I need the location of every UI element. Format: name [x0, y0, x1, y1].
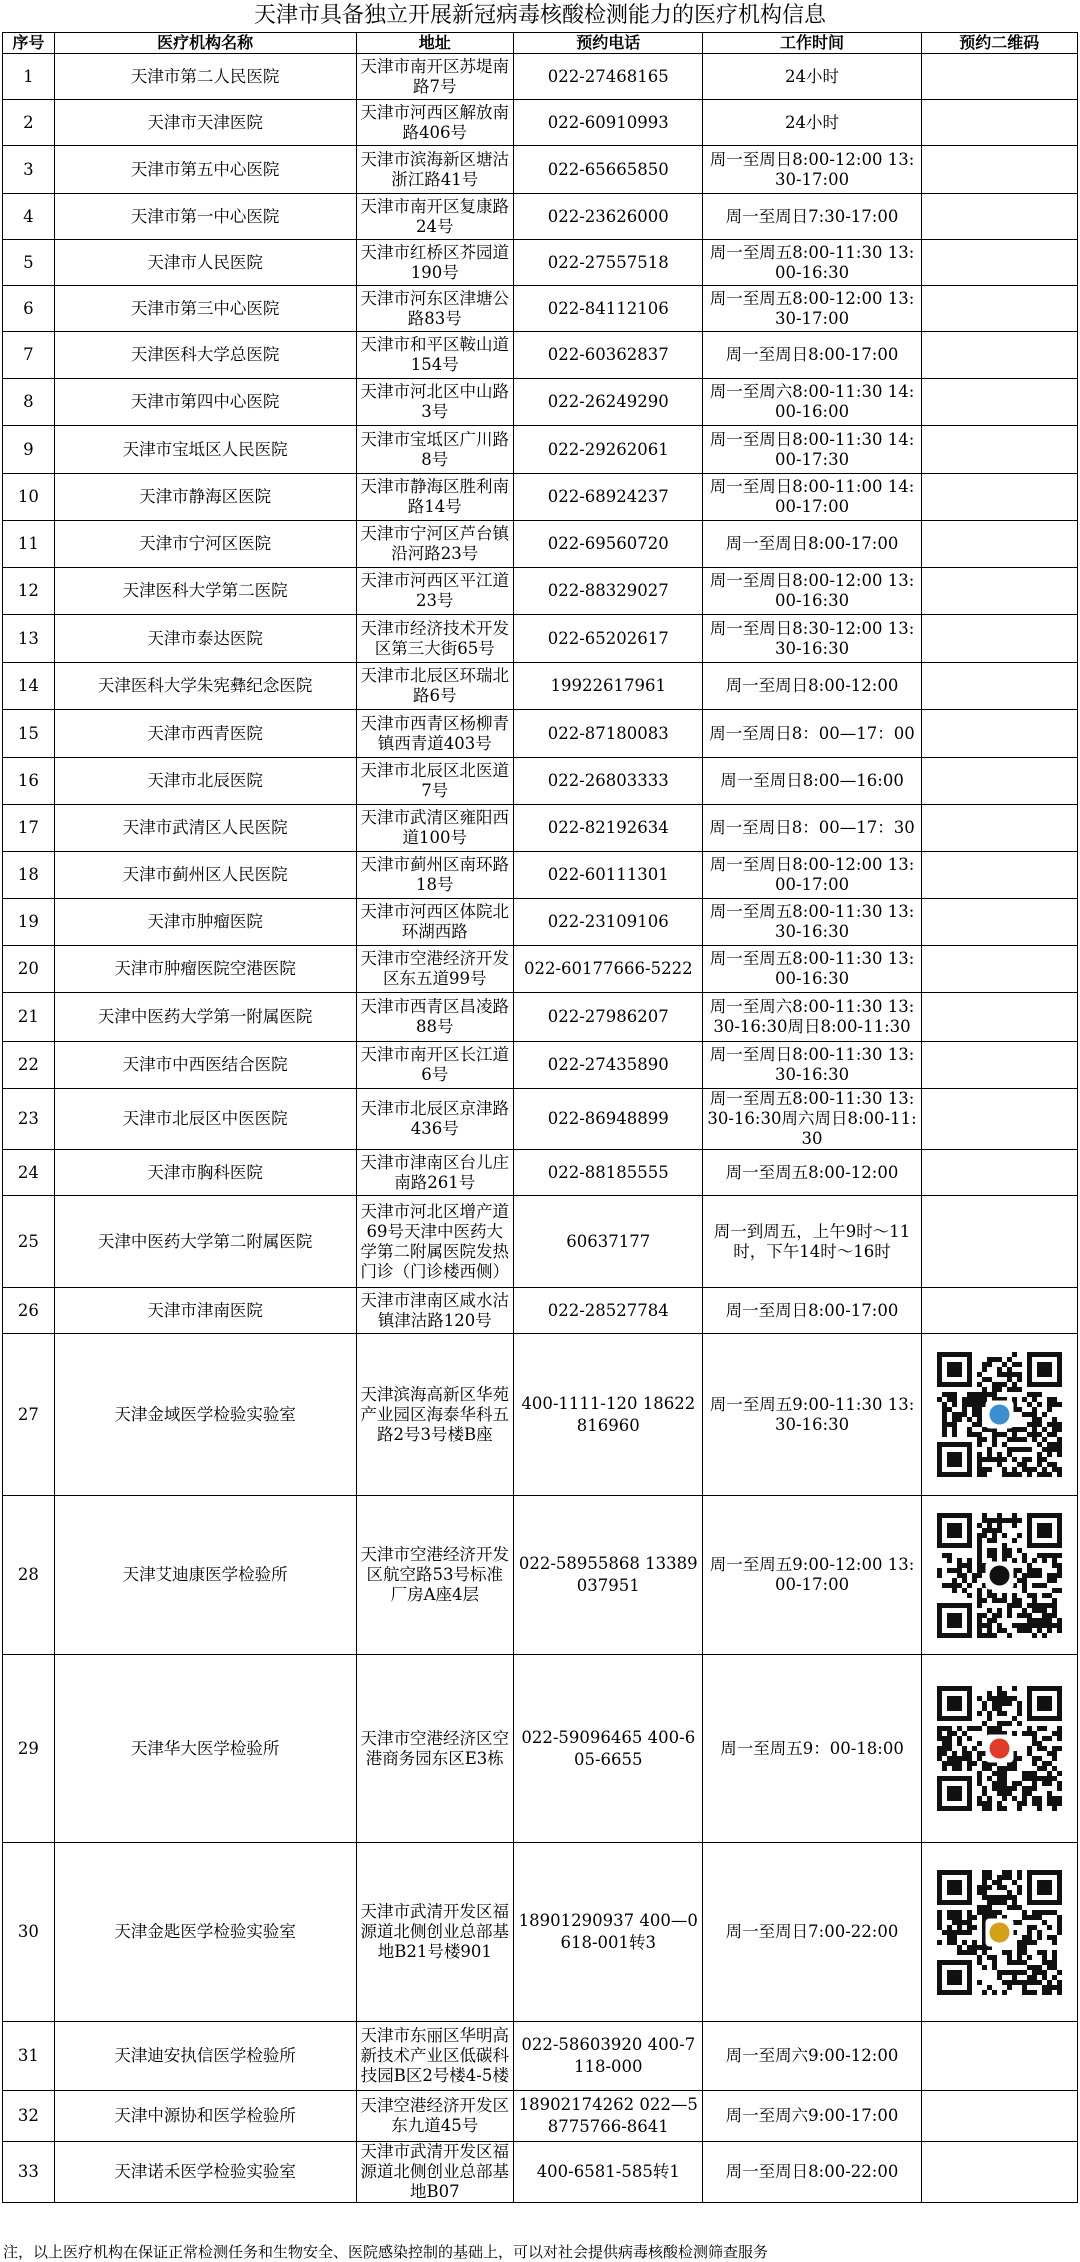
- table-row: [3, 2091, 1078, 2142]
- cell-qr: [921, 2142, 1077, 2203]
- cell-hours: 周一至周日8:00-17:00: [703, 332, 921, 379]
- cell-name: 天津市蓟州区人民医院: [54, 852, 356, 899]
- table-row: [3, 899, 1078, 946]
- cell-qr: [921, 1150, 1077, 1196]
- cell-address: 天津市滨海新区塘沽浙江路41号: [356, 146, 514, 194]
- table-row: [3, 946, 1078, 993]
- cell-qr: [921, 899, 1077, 946]
- cell-hours: 周一至周五8:00-11:30 13:30-16:30: [703, 899, 921, 946]
- cell-name: 天津市宝坻区人民医院: [54, 426, 356, 474]
- cell-hours: 24小时: [703, 100, 921, 146]
- cell-address: 天津市北辰区环瑞北路6号: [356, 663, 514, 710]
- cell-name: 天津市人民医院: [54, 240, 356, 286]
- cell-phone: 022-82192634: [514, 805, 703, 852]
- cell-hours: 周一至周日8:00—16:00: [703, 758, 921, 805]
- cell-address: 天津市空港经济区空港商务园东区E3栋: [356, 1655, 514, 1843]
- cell-qr: [921, 663, 1077, 710]
- table-row: [3, 474, 1078, 521]
- cell-phone: 022-58955868 13389037951: [514, 1496, 703, 1655]
- institution-table: [2, 32, 1078, 2203]
- cell-name: 天津中源协和医学检验所: [54, 2091, 356, 2142]
- cell-hours: 周一至周日8：00—17：30: [703, 805, 921, 852]
- cell-qr: [921, 474, 1077, 521]
- table-row: [3, 2142, 1078, 2203]
- table-body: [3, 54, 1078, 2203]
- cell-phone: 022-29262061: [514, 426, 703, 474]
- table-row: [3, 54, 1078, 100]
- cell-name: 天津市西青医院: [54, 710, 356, 758]
- cell-phone: 022-60111301: [514, 852, 703, 899]
- cell-name: 天津市武清区人民医院: [54, 805, 356, 852]
- cell-phone: 022-65202617: [514, 615, 703, 663]
- cell-qr: [921, 1496, 1077, 1655]
- header-phone: 预约电话: [514, 33, 703, 54]
- cell-phone: 400-1111-120 18622816960: [514, 1334, 703, 1496]
- cell-name: 天津中医药大学第一附属医院: [54, 993, 356, 1042]
- cell-name: 天津市北辰区中医医院: [54, 1089, 356, 1150]
- cell-phone: 18902174262 022—58775766-8641: [514, 2091, 703, 2142]
- table-row: [3, 1843, 1078, 2022]
- cell-address: 天津市武清区雍阳西道100号: [356, 805, 514, 852]
- cell-hours: 24小时: [703, 54, 921, 100]
- cell-qr: [921, 286, 1077, 332]
- cell-qr: [921, 946, 1077, 993]
- qr-code-icon[interactable]: [925, 1686, 1074, 1811]
- table-row: [3, 1334, 1078, 1496]
- table-row: [3, 710, 1078, 758]
- cell-address: 天津市河东区津塘公路83号: [356, 286, 514, 332]
- cell-address: 天津市空港经济开发区东五道99号: [356, 946, 514, 993]
- cell-phone: 022-23109106: [514, 899, 703, 946]
- cell-name: 天津市第二人民医院: [54, 54, 356, 100]
- cell-hours: 周一至周日7:00-22:00: [703, 1843, 921, 2022]
- cell-hours: 周一至周日8:00-12:00 13:30-17:00: [703, 146, 921, 194]
- cell-phone: 022-60910993: [514, 100, 703, 146]
- cell-no: 26: [3, 1288, 55, 1334]
- cell-address: 天津市西青区昌凌路88号: [356, 993, 514, 1042]
- cell-qr: [921, 146, 1077, 194]
- cell-no: 24: [3, 1150, 55, 1196]
- table-row: [3, 240, 1078, 286]
- cell-name: 天津艾迪康医学检验所: [54, 1496, 356, 1655]
- cell-address: 天津市空港经济开发区航空路53号标准厂房A座4层: [356, 1496, 514, 1655]
- footnote: 注，以上医疗机构在保证正常检测任务和生物安全、医院感染控制的基础上，可以对社会提供病毒核酸检测筛查服务: [3, 2243, 769, 2261]
- cell-address: 天津滨海高新区华苑产业园区海泰华科五路2号3号楼B座: [356, 1334, 514, 1496]
- cell-name: 天津医科大学第二医院: [54, 568, 356, 615]
- cell-phone: 022-27986207: [514, 993, 703, 1042]
- cell-hours: 周一至周日8:00-12:00 13:00-16:30: [703, 568, 921, 615]
- cell-phone: 022-28527784: [514, 1288, 703, 1334]
- cell-hours: 周一至周日7:30-17:00: [703, 194, 921, 240]
- cell-name: 天津市肿瘤医院空港医院: [54, 946, 356, 993]
- cell-address: 天津市武清开发区福源道北侧创业总部基地B21号楼901: [356, 1843, 514, 2022]
- cell-qr: [921, 568, 1077, 615]
- cell-no: 25: [3, 1196, 55, 1288]
- cell-address: 天津市南开区复康路24号: [356, 194, 514, 240]
- cell-qr: [921, 1288, 1077, 1334]
- cell-address: 天津市南开区苏堤南路7号: [356, 54, 514, 100]
- cell-address: 天津市南开区长江道6号: [356, 1042, 514, 1089]
- cell-qr: [921, 426, 1077, 474]
- cell-phone: 18901290937 400—0618-001转3: [514, 1843, 703, 2022]
- cell-phone: 022-65665850: [514, 146, 703, 194]
- cell-address: 天津市河北区中山路3号: [356, 379, 514, 426]
- qr-code-icon[interactable]: [925, 1352, 1074, 1477]
- cell-hours: 周一至周五8:00-11:30 13:00-16:30: [703, 946, 921, 993]
- cell-address: 天津市北辰区京津路436号: [356, 1089, 514, 1150]
- table-row: [3, 852, 1078, 899]
- cell-no: 20: [3, 946, 55, 993]
- cell-no: 27: [3, 1334, 55, 1496]
- cell-no: 33: [3, 2142, 55, 2203]
- cell-address: 天津市宁河区芦台镇沿河路23号: [356, 521, 514, 568]
- cell-no: 6: [3, 286, 55, 332]
- cell-name: 天津市津南医院: [54, 1288, 356, 1334]
- cell-address: 天津市静海区胜利南路14号: [356, 474, 514, 521]
- cell-address: 天津市河西区体院北环湖西路: [356, 899, 514, 946]
- table-row: [3, 1655, 1078, 1843]
- table-row: [3, 1496, 1078, 1655]
- cell-no: 23: [3, 1089, 55, 1150]
- table-row: [3, 2022, 1078, 2091]
- cell-no: 17: [3, 805, 55, 852]
- cell-phone: 022-27468165: [514, 54, 703, 100]
- cell-hours: 周一至周日8：00—17：00: [703, 710, 921, 758]
- cell-name: 天津市肿瘤医院: [54, 899, 356, 946]
- cell-name: 天津市第四中心医院: [54, 379, 356, 426]
- cell-phone: 022-27435890: [514, 1042, 703, 1089]
- cell-no: 21: [3, 993, 55, 1042]
- cell-hours: 周一至周六9:00-17:00: [703, 2091, 921, 2142]
- cell-qr: [921, 1196, 1077, 1288]
- cell-qr: [921, 710, 1077, 758]
- cell-name: 天津中医药大学第二附属医院: [54, 1196, 356, 1288]
- cell-phone: 022-87180083: [514, 710, 703, 758]
- cell-phone: 022-86948899: [514, 1089, 703, 1150]
- cell-name: 天津市泰达医院: [54, 615, 356, 663]
- cell-hours: 周一至周日8:00-22:00: [703, 2142, 921, 2203]
- cell-no: 10: [3, 474, 55, 521]
- cell-name: 天津市第五中心医院: [54, 146, 356, 194]
- table-row: [3, 286, 1078, 332]
- cell-qr: [921, 1334, 1077, 1496]
- cell-no: 5: [3, 240, 55, 286]
- cell-qr: [921, 758, 1077, 805]
- cell-hours: 周一至周五8:00-12:00 13:30-17:00: [703, 286, 921, 332]
- cell-qr: [921, 240, 1077, 286]
- cell-address: 天津市河北区增产道69号天津中医药大学第二附属医院发热门诊（门诊楼西侧）: [356, 1196, 514, 1288]
- cell-no: 9: [3, 426, 55, 474]
- cell-qr: [921, 805, 1077, 852]
- cell-no: 29: [3, 1655, 55, 1843]
- cell-no: 3: [3, 146, 55, 194]
- cell-qr: [921, 194, 1077, 240]
- cell-qr: [921, 993, 1077, 1042]
- table-row: [3, 1089, 1078, 1150]
- cell-address: 天津市西青区杨柳青镇西青道403号: [356, 710, 514, 758]
- cell-hours: 周一至周日8:00-11:30 13:30-16:30: [703, 1042, 921, 1089]
- cell-qr: [921, 1042, 1077, 1089]
- cell-qr: [921, 54, 1077, 100]
- header-no: 序号: [3, 33, 55, 54]
- cell-name: 天津市第三中心医院: [54, 286, 356, 332]
- cell-hours: 周一至周日8:00-11:30 14:00-17:30: [703, 426, 921, 474]
- cell-hours: 周一至周日8:00-17:00: [703, 521, 921, 568]
- table-row: [3, 379, 1078, 426]
- cell-hours: 周一至周五8:00-11:30 13:00-16:30: [703, 240, 921, 286]
- cell-hours: 周一至周六9:00-12:00: [703, 2022, 921, 2091]
- cell-no: 28: [3, 1496, 55, 1655]
- table-row: [3, 332, 1078, 379]
- cell-address: 天津市宝坻区广川路8号: [356, 426, 514, 474]
- cell-address: 天津市津南区咸水沽镇津沽路120号: [356, 1288, 514, 1334]
- cell-qr: [921, 379, 1077, 426]
- cell-no: 31: [3, 2022, 55, 2091]
- cell-name: 天津市胸科医院: [54, 1150, 356, 1196]
- cell-name: 天津金域医学检验实验室: [54, 1334, 356, 1496]
- cell-name: 天津市静海区医院: [54, 474, 356, 521]
- cell-qr: [921, 2091, 1077, 2142]
- cell-no: 12: [3, 568, 55, 615]
- cell-qr: [921, 332, 1077, 379]
- cell-phone: 022-60177666-5222: [514, 946, 703, 993]
- cell-hours: 周一至周五9:00-12:00 13:00-17:00: [703, 1496, 921, 1655]
- cell-phone: 022-68924237: [514, 474, 703, 521]
- cell-phone: 022-26803333: [514, 758, 703, 805]
- table-row: [3, 805, 1078, 852]
- cell-hours: 周一至周六8:00-11:30 13:30-16:30周日8:00-11:30: [703, 993, 921, 1042]
- cell-phone: 022-23626000: [514, 194, 703, 240]
- cell-address: 天津市红桥区芥园道190号: [356, 240, 514, 286]
- qr-code-icon[interactable]: [925, 1870, 1074, 1995]
- cell-address: 天津市河西区解放南路406号: [356, 100, 514, 146]
- table-row: [3, 663, 1078, 710]
- cell-phone: 19922617961: [514, 663, 703, 710]
- table-row: [3, 1288, 1078, 1334]
- cell-qr: [921, 521, 1077, 568]
- cell-no: 8: [3, 379, 55, 426]
- page-title: 天津市具备独立开展新冠病毒核酸检测能力的医疗机构信息: [253, 3, 826, 28]
- cell-name: 天津医科大学总医院: [54, 332, 356, 379]
- table-row: [3, 993, 1078, 1042]
- cell-no: 7: [3, 332, 55, 379]
- cell-address: 天津市北辰区北医道7号: [356, 758, 514, 805]
- cell-qr: [921, 1089, 1077, 1150]
- cell-hours: 周一至周日8:00-12:00 13:00-17:00: [703, 852, 921, 899]
- table-row: [3, 521, 1078, 568]
- cell-qr: [921, 2022, 1077, 2091]
- table-row: [3, 1042, 1078, 1089]
- table-row: [3, 1150, 1078, 1196]
- cell-name: 天津诺禾医学检验实验室: [54, 2142, 356, 2203]
- cell-phone: 400-6581-585转1: [514, 2142, 703, 2203]
- cell-hours: 周一至周五9:00-11:30 13:30-16:30: [703, 1334, 921, 1496]
- cell-phone: 022-59096465 400-605-6655: [514, 1655, 703, 1843]
- cell-hours: 周一至周六8:00-11:30 14:00-16:00: [703, 379, 921, 426]
- cell-hours: 周一至周五8:00-12:00: [703, 1150, 921, 1196]
- cell-no: 11: [3, 521, 55, 568]
- cell-no: 1: [3, 54, 55, 100]
- cell-no: 22: [3, 1042, 55, 1089]
- table-header-row: [3, 33, 1078, 54]
- cell-name: 天津市第一中心医院: [54, 194, 356, 240]
- cell-name: 天津医科大学朱宪彝纪念医院: [54, 663, 356, 710]
- cell-no: 16: [3, 758, 55, 805]
- cell-address: 天津市和平区鞍山道154号: [356, 332, 514, 379]
- cell-address: 天津市经济技术开发区第三大街65号: [356, 615, 514, 663]
- cell-qr: [921, 852, 1077, 899]
- table-row: [3, 194, 1078, 240]
- cell-no: 30: [3, 1843, 55, 2022]
- cell-name: 天津华大医学检验所: [54, 1655, 356, 1843]
- cell-phone: 022-69560720: [514, 521, 703, 568]
- table-row: [3, 615, 1078, 663]
- cell-no: 32: [3, 2091, 55, 2142]
- cell-qr: [921, 100, 1077, 146]
- cell-phone: 022-84112106: [514, 286, 703, 332]
- header-name: 医疗机构名称: [54, 33, 356, 54]
- cell-name: 天津市北辰医院: [54, 758, 356, 805]
- cell-name: 天津迪安执信医学检验所: [54, 2022, 356, 2091]
- cell-address: 天津市津南区台儿庄南路261号: [356, 1150, 514, 1196]
- cell-phone: 022-88185555: [514, 1150, 703, 1196]
- cell-no: 19: [3, 899, 55, 946]
- cell-phone: 022-26249290: [514, 379, 703, 426]
- cell-phone: 60637177: [514, 1196, 703, 1288]
- cell-hours: 周一至周五9：00-18:00: [703, 1655, 921, 1843]
- header-qr: 预约二维码: [921, 33, 1077, 54]
- cell-no: 18: [3, 852, 55, 899]
- cell-no: 15: [3, 710, 55, 758]
- cell-address: 天津空港经济开发区东九道45号: [356, 2091, 514, 2142]
- cell-address: 天津市河西区平江道23号: [356, 568, 514, 615]
- cell-phone: 022-58603920 400-7118-000: [514, 2022, 703, 2091]
- cell-hours: 周一至周日8:00-11:00 14:00-17:00: [703, 474, 921, 521]
- cell-no: 2: [3, 100, 55, 146]
- cell-hours: 周一至周日8:00-12:00: [703, 663, 921, 710]
- cell-name: 天津市中西医结合医院: [54, 1042, 356, 1089]
- table-row: [3, 146, 1078, 194]
- cell-qr: [921, 1655, 1077, 1843]
- cell-hours: 周一至周五8:00-11:30 13:30-16:30周六周日8:00-11:30: [703, 1089, 921, 1150]
- cell-phone: 022-88329027: [514, 568, 703, 615]
- cell-name: 天津市宁河区医院: [54, 521, 356, 568]
- table-row: [3, 758, 1078, 805]
- cell-phone: 022-60362837: [514, 332, 703, 379]
- cell-name: 天津金匙医学检验实验室: [54, 1843, 356, 2022]
- cell-hours: 周一到周五，上午9时～11时，下午14时～16时: [703, 1196, 921, 1288]
- cell-name: 天津市天津医院: [54, 100, 356, 146]
- cell-no: 14: [3, 663, 55, 710]
- cell-address: 天津市蓟州区南环路18号: [356, 852, 514, 899]
- table-row: [3, 100, 1078, 146]
- cell-address: 天津市武清开发区福源道北侧创业总部基地B07: [356, 2142, 514, 2203]
- cell-address: 天津市东丽区华明高新技术产业区低碳科技园B区2号楼4-5楼: [356, 2022, 514, 2091]
- table-row: [3, 1196, 1078, 1288]
- header-address: 地址: [356, 33, 514, 54]
- cell-qr: [921, 1843, 1077, 2022]
- cell-no: 13: [3, 615, 55, 663]
- cell-qr: [921, 615, 1077, 663]
- cell-hours: 周一至周日8:30-12:00 13:30-16:30: [703, 615, 921, 663]
- cell-no: 4: [3, 194, 55, 240]
- cell-hours: 周一至周日8:00-17:00: [703, 1288, 921, 1334]
- table-row: [3, 568, 1078, 615]
- table-row: [3, 426, 1078, 474]
- cell-phone: 022-27557518: [514, 240, 703, 286]
- qr-code-icon[interactable]: [925, 1513, 1074, 1638]
- header-hours: 工作时间: [703, 33, 921, 54]
